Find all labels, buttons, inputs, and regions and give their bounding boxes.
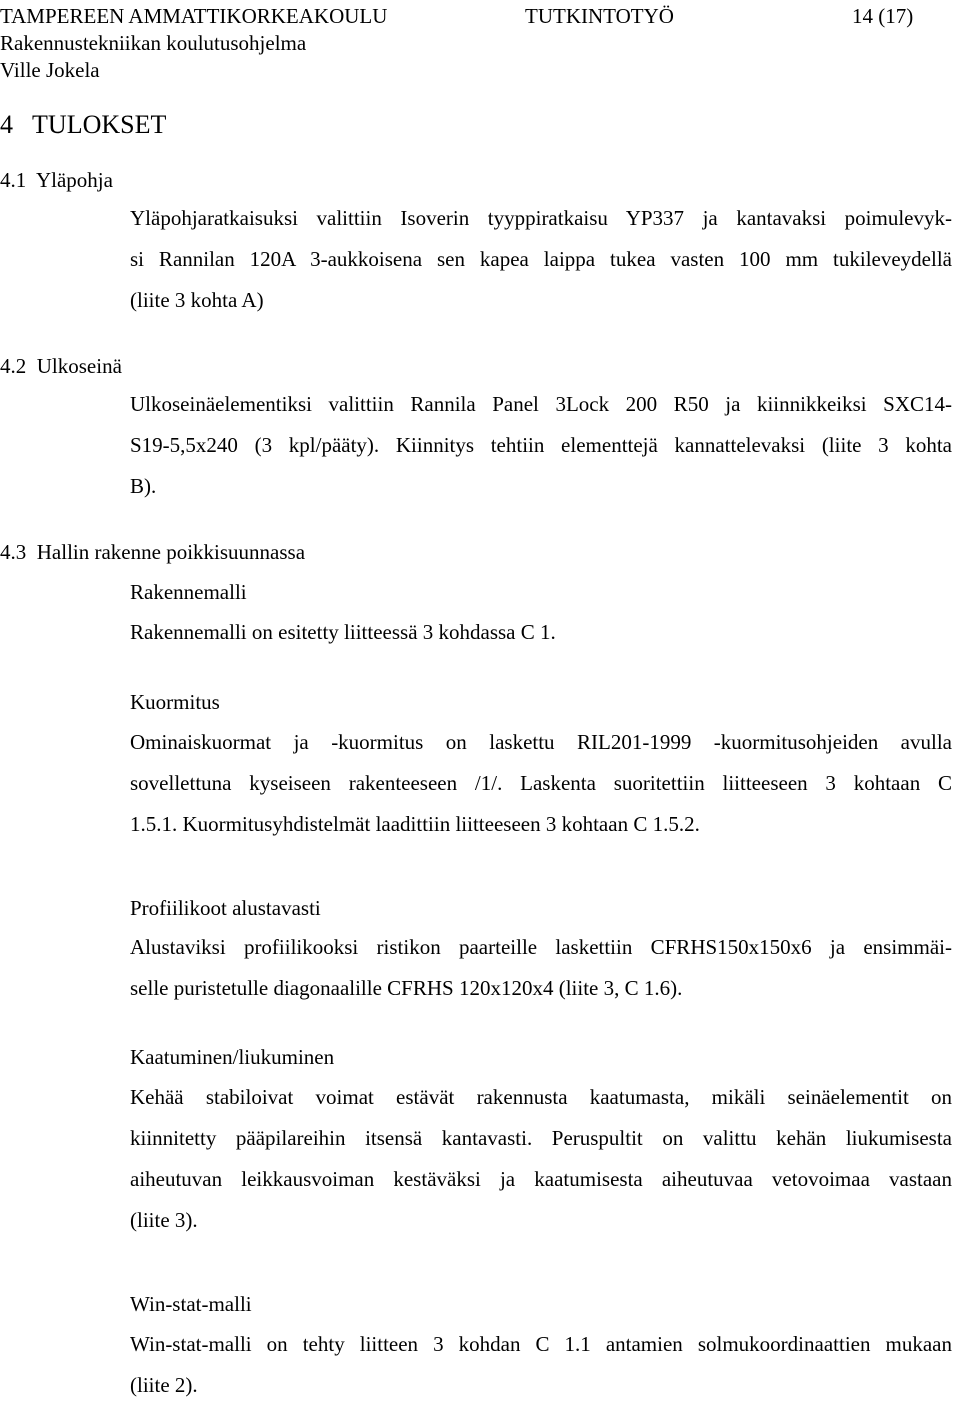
paragraph-line: sovellettuna kyseiseen rakenteeseen /1/. Laskenta suoritettiin liitteeseen 3 kohtaan C [130, 771, 952, 795]
topic-title-kaatuminen: Kaatuminen/liukuminen [130, 1045, 335, 1069]
paragraph-line: (liite 3). [130, 1208, 198, 1232]
paragraph-line: si Rannilan 120A 3-aukkoisena sen kapea laippa tukea vasten 100 mm tukileveydellä [130, 247, 952, 271]
paragraph-line: Kehää stabiloivat voimat estävät rakennusta kaatumasta, mikäli seinäelementit on [130, 1085, 952, 1109]
paragraph-line: aiheutuvan leikkausvoiman kestäväksi ja kaatumisesta aiheutuvaa vetovoimaa vastaan [130, 1167, 952, 1191]
header-page-number: 14 (17) [852, 4, 914, 28]
paragraph-ulkoseina [130, 384, 952, 507]
paragraph-kaatuminen [130, 1077, 952, 1241]
subsection-heading-hallin-rakenne: 4.3 Hallin rakenne poikkisuunnassa [0, 540, 306, 564]
paragraph-line: Yläpohjaratkaisuksi valittiin Isoverin tyyppiratkaisu YP337 ja kantavaksi poimulevyk- [130, 206, 952, 230]
paragraph-kuormitus [130, 722, 952, 845]
paragraph-line: Rakennemalli on esitetty liitteessä 3 kohdassa C 1. [130, 620, 556, 644]
paragraph-winstat [130, 1324, 952, 1406]
topic-title-rakennemalli: Rakennemalli [130, 580, 247, 604]
subsection-heading-ulkoseina: 4.2 Ulkoseinä [0, 354, 122, 378]
paragraph-line: B). [130, 474, 157, 498]
paragraph-line: S19-5,5x240 (3 kpl/pääty). Kiinnitys tehtiin elementtejä kannattelevaksi (liite 3 kohta [130, 433, 952, 457]
header-program: Rakennustekniikan koulutusohjelma [0, 31, 307, 55]
paragraph-line: Win-stat-malli on tehty liitteen 3 kohdan C 1.1 antamien solmukoordinaattien mukaan [130, 1332, 952, 1356]
topic-title-kuormitus: Kuormitus [130, 690, 220, 714]
paragraph-line: (liite 3 kohta A) [130, 288, 264, 312]
paragraph-rakennemalli [130, 612, 952, 653]
section-heading-tulokset: 4 TULOKSET [0, 110, 167, 139]
paragraph-line: 1.5.1. Kuormitusyhdistelmät laadittiin liitteeseen 3 kohtaan C 1.5.2. [130, 812, 700, 836]
topic-title-profiilikoot: Profiilikoot alustavasti [130, 896, 321, 920]
paragraph-line: selle puristetulle diagonaalille CFRHS 120x120x4 (liite 3, C 1.6). [130, 976, 683, 1000]
header-doc-type: TUTKINTOTYÖ [525, 4, 674, 28]
subsection-heading-ylapohja: 4.1 Yläpohja [0, 168, 113, 192]
paragraph-line: Alustaviksi profiilikooksi ristikon paarteille laskettiin CFRHS150x150x6 ja ensimmäi- [130, 935, 952, 959]
paragraph-profiilikoot [130, 927, 952, 1009]
paragraph-ylapohja [130, 198, 952, 321]
paragraph-line: Ulkoseinäelementiksi valittiin Rannila Panel 3Lock 200 R50 ja kiinnikkeiksi SXC14- [130, 392, 952, 416]
header-author: Ville Jokela [0, 58, 100, 82]
paragraph-line: (liite 2). [130, 1373, 198, 1397]
paragraph-line: kiinnitetty pääpilareihin itsensä kantavasti. Peruspultit on valittu kehän liukumisesta [130, 1126, 952, 1150]
header-institution: TAMPEREEN AMMATTIKORKEAKOULU [0, 4, 388, 28]
paragraph-line: Ominaiskuormat ja -kuormitus on laskettu RIL201-1999 -kuormitusohjeiden avulla [130, 730, 952, 754]
topic-title-winstat: Win-stat-malli [130, 1292, 252, 1316]
